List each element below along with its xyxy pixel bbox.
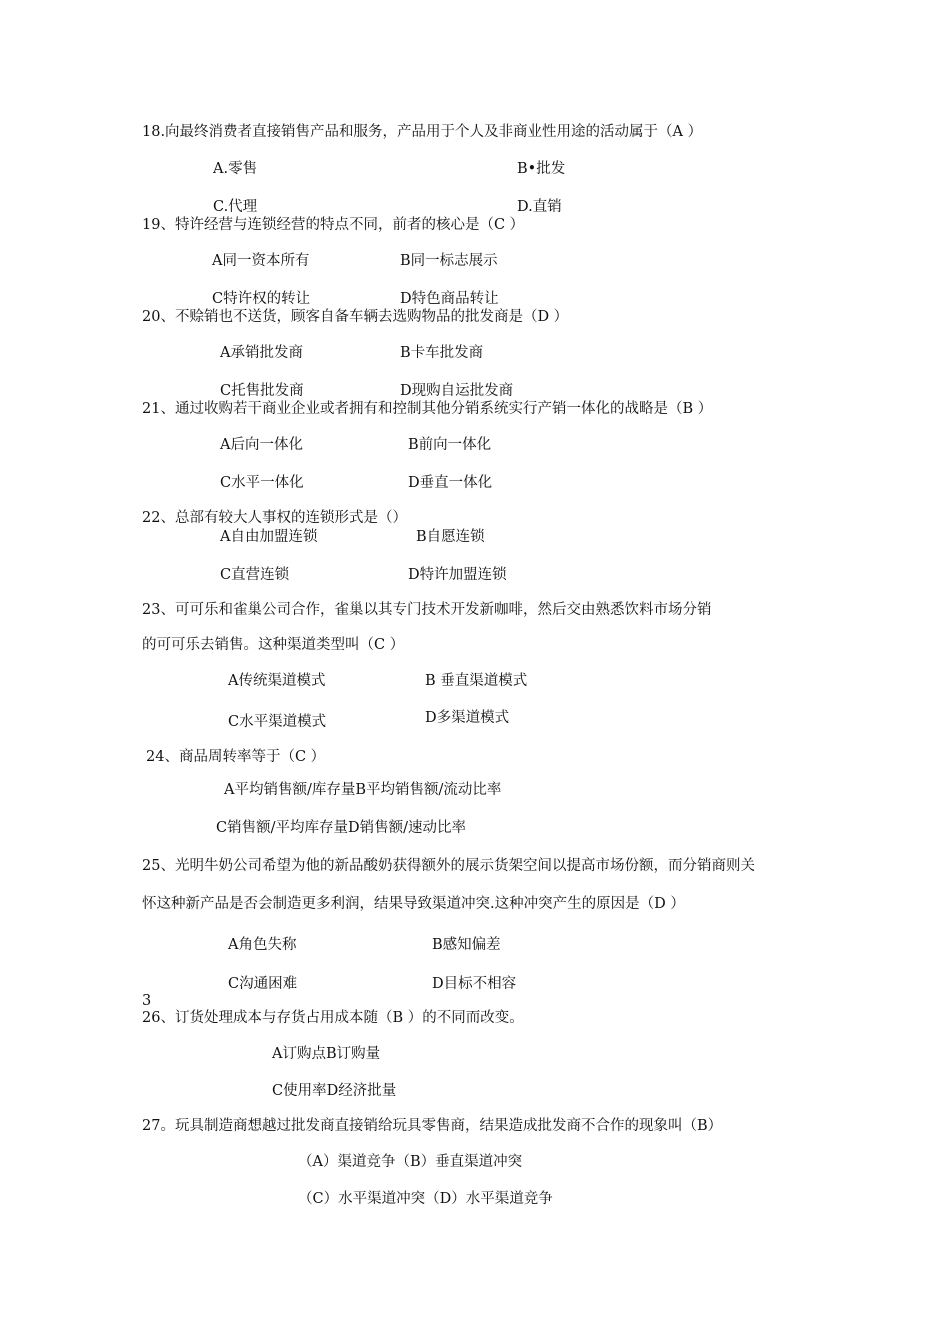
question-20-option-b: B卡车批发商 <box>400 345 484 361</box>
question-23-option-c: C水平渠道模式 <box>228 714 327 730</box>
question-26-options-cd: C使用率D经济批量 <box>272 1083 397 1099</box>
question-18-stem: 18.向最终消费者直接销售产品和服务，产品用于个人及非商业性用途的活动属于（A ） <box>142 124 703 140</box>
question-20-option-a: A承销批发商 <box>220 345 303 361</box>
question-22-option-d: D特许加盟连锁 <box>408 567 507 583</box>
question-23-option-d: D多渠道模式 <box>425 710 510 726</box>
question-21-stem: 21、通过收购若干商业企业或者拥有和控制其他分销系统实行产销一体化的战略是（B ） <box>142 401 713 417</box>
question-22-stem: 22、总部有较大人事权的连锁形式是（） <box>142 510 407 526</box>
question-27-stem: 27。玩具制造商想越过批发商直接销给玩具零售商，结果造成批发商不合作的现象叫（B） <box>142 1118 723 1134</box>
question-23-option-b: B 垂直渠道模式 <box>425 673 528 689</box>
question-27-options-cd: （C）水平渠道冲突（D）水平渠道竞争 <box>298 1191 553 1207</box>
question-19-option-d: D特色商品转让 <box>400 291 499 307</box>
page-number: 3 <box>142 993 152 1009</box>
question-20-stem: 20、不赊销也不送货，顾客自备车辆去选购物品的批发商是（D ） <box>142 309 569 325</box>
question-25-option-a: A角色失称 <box>228 937 297 953</box>
question-22-option-a: A自由加盟连锁 <box>220 529 318 545</box>
question-24-stem: 24、商品周转率等于（C ） <box>146 749 326 765</box>
question-25-option-d: D目标不相容 <box>432 976 517 992</box>
question-21-option-a: A后向一体化 <box>220 437 303 453</box>
question-19-option-a: A同一资本所有 <box>212 253 310 269</box>
question-25-stem-line1: 25、光明牛奶公司希望为他的新品酸奶获得额外的展示货架空间以提高市场份额，而分销商则关 <box>142 858 755 874</box>
question-21-option-b: B前向一体化 <box>408 437 492 453</box>
question-21-option-d: D垂直一体化 <box>408 475 493 491</box>
question-23-stem-line2: 的可可乐去销售。这种渠道类型叫（C ） <box>142 637 405 653</box>
question-24-options-ab: A平均销售额/库存量B平均销售额/流动比率 <box>224 782 502 798</box>
question-18-option-c: C.代理 <box>213 199 258 215</box>
question-24-options-cd: C销售额/平均库存量D销售额/速动比率 <box>216 820 466 836</box>
question-27-options-ab: （A）渠道竞争（B）垂直渠道冲突 <box>298 1154 523 1170</box>
question-22-option-b: B自愿连锁 <box>416 529 485 545</box>
question-23-option-a: A传统渠道模式 <box>228 673 326 689</box>
question-25-stem-line2: 怀这种新产品是否会制造更多利润，结果导致渠道冲突.这种冲突产生的原因是（D ） <box>142 896 685 912</box>
question-20-option-c: C托售批发商 <box>220 383 304 399</box>
question-25-option-c: C沟通困难 <box>228 976 298 992</box>
question-23-stem-line1: 23、可可乐和雀巢公司合作，雀巢以其专门技术开发新咖啡，然后交由熟悉饮料市场分销 <box>142 602 712 618</box>
question-22-option-c: C直营连锁 <box>220 567 290 583</box>
question-20-option-d: D现购自运批发商 <box>400 383 514 399</box>
question-19-option-b: B同一标志展示 <box>400 253 498 269</box>
question-26-stem: 26、订货处理成本与存货占用成本随（B ）的不同而改变。 <box>142 1010 524 1026</box>
question-18-option-d: D.直销 <box>517 199 562 215</box>
question-18-option-b: B•批发 <box>517 161 566 177</box>
question-26-options-ab: A订购点B订购量 <box>272 1046 381 1062</box>
question-18-option-a: A.零售 <box>213 161 258 177</box>
question-25-option-b: B感知偏差 <box>432 937 501 953</box>
question-21-option-c: C水平一体化 <box>220 475 304 491</box>
question-19-option-c: C特许权的转让 <box>212 291 311 307</box>
question-19-stem: 19、特许经营与连锁经营的特点不同，前者的核心是（C ） <box>142 217 525 233</box>
